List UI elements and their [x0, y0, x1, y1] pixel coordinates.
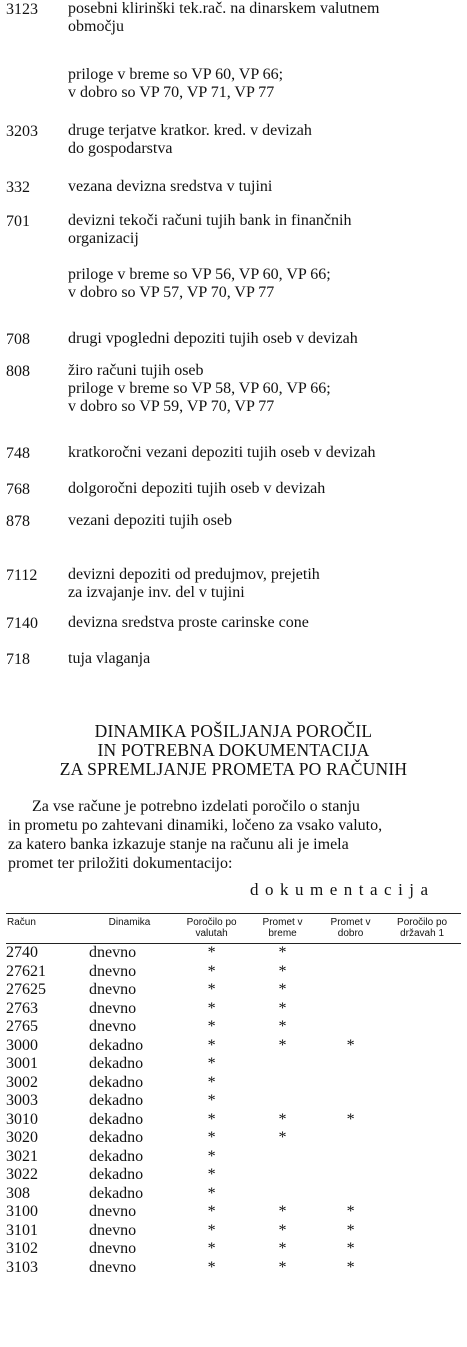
account-description-line: priloge v breme so VP 58, VP 60, VP 66; [68, 380, 331, 397]
account-description [68, 0, 463, 36]
table-row [6, 1222, 461, 1241]
cell-dinamika: dnevno [88, 1203, 137, 1220]
account-description [68, 122, 463, 158]
cell-porocilo-drzave [383, 1185, 461, 1204]
cell-promet-dobro: * [346, 1110, 355, 1128]
table-header-row [6, 914, 461, 944]
account-description-line: dolgoročni depoziti tujih oseb v devizah [68, 480, 326, 497]
table-row [6, 1166, 461, 1185]
cell-porocilo-valute: * [207, 1221, 216, 1239]
table-row [6, 1055, 461, 1074]
cell-promet-dobro [318, 1092, 383, 1111]
cell-promet-breme: * [278, 1203, 287, 1220]
cell-promet-breme: * [278, 1110, 287, 1128]
cell-promet-dobro: * [346, 1221, 355, 1239]
cell-dinamika: dekadno [88, 1166, 144, 1183]
section-heading [0, 722, 467, 779]
cell-porocilo-drzave [383, 963, 461, 982]
account-code: 7140 [6, 615, 38, 632]
account-description [68, 362, 463, 416]
cell-promet-dobro [318, 1148, 383, 1167]
cell-dinamika: dnevno [88, 1018, 137, 1035]
cell-porocilo-valute: * [207, 944, 216, 961]
account-code: 768 [6, 481, 30, 498]
cell-promet-breme [247, 1074, 318, 1093]
cell-racun: 3002 [6, 1073, 38, 1091]
cell-porocilo-drzave [383, 1037, 461, 1056]
cell-promet-dobro [318, 981, 383, 1000]
cell-racun: 3103 [6, 1258, 38, 1276]
cell-promet-breme: * [278, 944, 287, 961]
cell-porocilo-drzave [383, 1166, 461, 1185]
cell-porocilo-valute: * [207, 1258, 216, 1276]
account-note [68, 66, 463, 102]
account-description-line: devizna sredstva proste carinske cone [68, 614, 309, 631]
table-row [6, 944, 461, 963]
cell-promet-breme [247, 1185, 318, 1204]
cell-porocilo-drzave [383, 1092, 461, 1111]
cell-porocilo-valute: * [207, 1018, 216, 1035]
account-description [68, 614, 463, 632]
cell-dinamika: dekadno [88, 1036, 144, 1054]
account-description-line: območju [68, 18, 124, 35]
cell-racun: 308 [6, 1184, 30, 1202]
account-description-line: vezana devizna sredstva v tujini [68, 178, 273, 195]
account-code: 701 [6, 213, 30, 230]
cell-porocilo-drzave [383, 1018, 461, 1037]
cell-racun: 3010 [6, 1110, 38, 1128]
cell-racun: 2763 [6, 999, 38, 1017]
cell-promet-dobro [318, 1129, 383, 1148]
table-body [6, 944, 461, 1278]
cell-promet-dobro [318, 1000, 383, 1019]
cell-promet-breme [247, 1148, 318, 1167]
cell-porocilo-drzave [383, 981, 461, 1000]
cell-promet-dobro [318, 963, 383, 982]
cell-racun: 3101 [6, 1221, 38, 1239]
cell-dinamika: dekadno [88, 1184, 144, 1202]
cell-promet-dobro: * [346, 1036, 355, 1054]
cell-promet-dobro: * [346, 1203, 355, 1220]
cell-racun: 3021 [6, 1147, 38, 1165]
cell-promet-breme: * [278, 962, 287, 980]
cell-promet-breme [247, 1055, 318, 1074]
account-description-line: za izvajanje inv. del v tujini [68, 584, 245, 601]
cell-dinamika: dnevno [88, 999, 137, 1017]
account-description [68, 212, 463, 248]
account-code: 7112 [6, 567, 38, 584]
cell-porocilo-drzave [383, 1000, 461, 1019]
cell-dinamika: dnevno [88, 1221, 137, 1239]
cell-racun: 2765 [6, 1018, 38, 1035]
cell-porocilo-valute: * [207, 1184, 216, 1202]
cell-porocilo-valute: * [207, 1147, 216, 1165]
cell-porocilo-drzave [383, 1055, 461, 1074]
account-code: 332 [6, 179, 30, 196]
column-header-promet-dobro: Promet v dobro [318, 914, 383, 944]
cell-promet-breme [247, 1166, 318, 1185]
cell-promet-dobro: * [346, 1240, 355, 1257]
table-row [6, 1037, 461, 1056]
account-description-line: devizni tekoči računi tujih bank in finančnih [68, 212, 352, 229]
table-row [6, 1111, 461, 1130]
cell-racun: 2740 [6, 944, 38, 961]
table-row [6, 1092, 461, 1111]
cell-porocilo-valute: * [207, 1092, 216, 1109]
cell-racun: 3001 [6, 1055, 38, 1072]
cell-promet-breme: * [278, 1129, 287, 1146]
account-description-line: do gospodarstva [68, 140, 173, 157]
account-code: 808 [6, 363, 30, 380]
cell-promet-dobro [318, 1055, 383, 1074]
account-description-line: drugi vpogledni depoziti tujih oseb v devizah [68, 330, 358, 347]
cell-porocilo-drzave [383, 1129, 461, 1148]
reporting-table [6, 913, 461, 1277]
cell-racun: 3003 [6, 1092, 38, 1109]
account-note-line: v dobro so VP 70, VP 71, VP 77 [68, 84, 275, 101]
cell-dinamika: dnevno [88, 944, 137, 961]
cell-dinamika: dekadno [88, 1092, 144, 1109]
intro-line: Za vse račune je potrebno izdelati poročilo o stanju [32, 798, 360, 815]
account-description-line: tuja vlaganja [68, 650, 151, 667]
cell-dinamika: dekadno [88, 1110, 144, 1128]
account-code: 878 [6, 513, 30, 530]
cell-porocilo-valute: * [207, 962, 216, 980]
account-description [68, 444, 463, 462]
account-code: 708 [6, 331, 30, 348]
cell-porocilo-valute: * [207, 981, 216, 998]
cell-porocilo-drzave [383, 1203, 461, 1222]
cell-dinamika: dnevno [88, 962, 137, 980]
column-header-porocilo-drzave: Poročilo po državah 1 [383, 914, 461, 944]
section-heading-line: IN POTREBNA DOKUMENTACIJA [97, 740, 370, 760]
table-row [6, 1000, 461, 1019]
cell-promet-dobro [318, 944, 383, 963]
cell-promet-dobro [318, 1074, 383, 1093]
table-row [6, 1185, 461, 1204]
account-description-line: druge terjatve kratkor. kred. v devizah [68, 122, 312, 139]
account-description [68, 566, 463, 602]
cell-promet-dobro [318, 1185, 383, 1204]
table-row [6, 1129, 461, 1148]
cell-racun: 3100 [6, 1203, 38, 1220]
cell-promet-breme: * [278, 1036, 287, 1054]
account-description [68, 480, 463, 498]
table-row [6, 1259, 461, 1278]
account-description [68, 178, 463, 196]
cell-racun: 3102 [6, 1240, 38, 1257]
section-heading-line: DINAMIKA POŠILJANJA POROČIL [94, 721, 373, 741]
cell-porocilo-drzave [383, 1222, 461, 1241]
cell-racun: 3022 [6, 1166, 38, 1183]
cell-dinamika: dekadno [88, 1073, 144, 1091]
cell-racun: 3020 [6, 1129, 38, 1146]
column-header-promet-breme: Promet v breme [247, 914, 318, 944]
account-description-line: v dobro so VP 59, VP 70, VP 77 [68, 398, 275, 415]
column-header-porocilo-valute: Poročilo po valutah [176, 914, 247, 944]
table-row [6, 1148, 461, 1167]
cell-dinamika: dekadno [88, 1147, 144, 1165]
cell-porocilo-valute: * [207, 999, 216, 1017]
cell-dinamika: dekadno [88, 1055, 144, 1072]
cell-promet-breme: * [278, 1221, 287, 1239]
account-code: 3203 [6, 123, 38, 140]
column-header-dinamika: Dinamika [83, 914, 176, 944]
column-header-racun: Račun [6, 914, 83, 944]
table-row [6, 1074, 461, 1093]
cell-dinamika: dnevno [88, 1258, 137, 1276]
table-row [6, 981, 461, 1000]
cell-promet-breme: * [278, 1018, 287, 1035]
cell-promet-breme: * [278, 1240, 287, 1257]
section-heading-line: ZA SPREMLJANJE PROMETA PO RAČUNIH [59, 759, 408, 779]
cell-porocilo-valute: * [207, 1129, 216, 1146]
intro-line: za katero banka izkazuje stanje na računu ali je imela [8, 836, 349, 853]
table-row [6, 963, 461, 982]
cell-porocilo-drzave [383, 1111, 461, 1130]
intro-paragraph [8, 797, 460, 873]
account-description-line: organizacij [68, 230, 139, 247]
account-description [68, 512, 463, 530]
cell-dinamika: dekadno [88, 1129, 144, 1146]
account-description-line: posebni klirinški tek.rač. na dinarskem valutnem [68, 0, 380, 17]
intro-line: promet ter priložiti dokumentacijo: [8, 855, 233, 872]
account-description [68, 330, 463, 348]
account-description-line: devizni depoziti od predujmov, prejetih [68, 566, 320, 583]
cell-promet-breme: * [278, 999, 287, 1017]
account-code: 748 [6, 445, 30, 462]
account-note-line: priloge v breme so VP 56, VP 60, VP 66; [68, 266, 331, 283]
cell-porocilo-drzave [383, 1074, 461, 1093]
account-code: 3123 [6, 1, 38, 18]
cell-racun: 3000 [6, 1036, 38, 1054]
cell-porocilo-valute: * [207, 1166, 216, 1183]
account-description-line: žiro računi tujih oseb [68, 362, 204, 379]
cell-porocilo-valute: * [207, 1110, 216, 1128]
cell-porocilo-valute: * [207, 1036, 216, 1054]
cell-porocilo-valute: * [207, 1055, 216, 1072]
cell-promet-breme [247, 1092, 318, 1111]
cell-promet-dobro [318, 1166, 383, 1185]
cell-porocilo-drzave [383, 1240, 461, 1259]
cell-porocilo-drzave [383, 1148, 461, 1167]
account-description [68, 650, 463, 668]
account-note-line: prilоge v breme so VP 60, VP 66; [68, 66, 284, 83]
cell-porocilo-drzave [383, 944, 461, 963]
cell-porocilo-valute: * [207, 1203, 216, 1220]
account-note-line: v dobro so VP 57, VP 70, VP 77 [68, 284, 275, 301]
intro-line: in prometu po zahtevani dinamiki, ločeno za vsako valuto, [8, 817, 383, 834]
cell-racun: 27625 [6, 981, 46, 998]
cell-promet-dobro: * [346, 1258, 355, 1276]
table-row [6, 1018, 461, 1037]
account-code: 718 [6, 651, 30, 668]
cell-dinamika: dnevno [88, 1240, 137, 1257]
cell-porocilo-valute: * [207, 1240, 216, 1257]
account-note [68, 266, 463, 302]
cell-porocilo-valute: * [207, 1073, 216, 1091]
table-row [6, 1240, 461, 1259]
cell-promet-breme: * [278, 1258, 287, 1276]
account-description-line: kratkoročni vezani depoziti tujih oseb v devizah [68, 444, 376, 461]
cell-dinamika: dnevno [88, 981, 137, 998]
documentation-title: dokumentacija [250, 880, 435, 899]
table-row [6, 1203, 461, 1222]
cell-promet-breme: * [278, 981, 287, 998]
cell-promet-dobro [318, 1018, 383, 1037]
cell-porocilo-drzave [383, 1259, 461, 1278]
cell-racun: 27621 [6, 962, 46, 980]
account-description-line: vezani depoziti tujih oseb [68, 512, 232, 529]
